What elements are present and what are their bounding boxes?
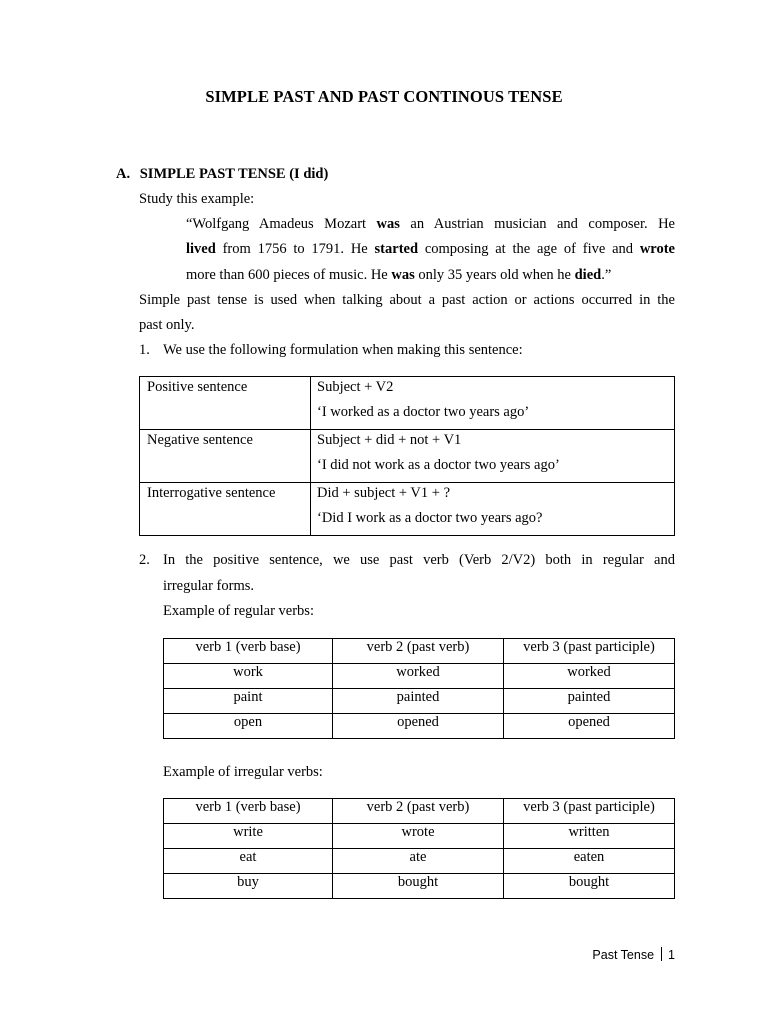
quote-line-1 <box>186 214 675 234</box>
formula-text: Subject + V2 <box>317 379 394 395</box>
regular-verbs-table <box>163 638 675 739</box>
verb-cell: open <box>164 714 333 739</box>
quote-line-3 <box>186 265 611 285</box>
section-heading <box>116 164 328 184</box>
quote-bold: wrote <box>639 241 675 257</box>
quote-bold: lived <box>186 241 216 257</box>
point-2-line-1: In the positive sentence, we use past verb (Verb 2/V2) both in regular and <box>163 552 675 568</box>
footer-label: Past Tense <box>592 948 655 962</box>
verb-cell: painted <box>504 689 675 714</box>
point-2-number: 2. <box>139 552 150 568</box>
verb-header-row <box>164 799 675 824</box>
verb-cell: paint <box>164 689 333 714</box>
sentence-type <box>140 377 311 430</box>
column-header: verb 2 (past verb) <box>333 639 504 664</box>
quote-text: more than 600 pieces of music. He <box>186 267 392 283</box>
quote-line-2 <box>186 239 675 259</box>
irregular-verbs-table <box>163 798 675 899</box>
formula-cell <box>311 483 675 536</box>
study-prompt: Study this example: <box>139 191 255 207</box>
table-row <box>164 664 675 689</box>
point-text: We use the following formulation when making this sentence: <box>163 342 523 358</box>
verb-cell: written <box>504 824 675 849</box>
verb-header-row <box>164 639 675 664</box>
column-header: verb 3 (past participle) <box>504 639 675 664</box>
sentence-type-label: Negative sentence <box>147 432 253 448</box>
table-row <box>164 874 675 899</box>
verb-cell: painted <box>333 689 504 714</box>
usage-line-1: Simple past tense is used when talking about a past action or actions occurred in the <box>139 292 675 308</box>
formula-table <box>139 376 675 536</box>
verb-cell: worked <box>333 664 504 689</box>
point-1 <box>139 340 523 360</box>
quote-text: an Austrian musician and composer. He <box>399 216 675 232</box>
quote-bold: was <box>376 216 400 232</box>
quote-bold: started <box>374 241 419 257</box>
quote-text: .” <box>601 267 612 283</box>
page-number: 1 <box>668 948 675 962</box>
page-footer <box>592 947 675 962</box>
verb-cell: opened <box>333 714 504 739</box>
formula-text: Did + subject + V1 + ? <box>317 485 450 501</box>
verb-cell: buy <box>164 874 333 899</box>
table-row <box>164 714 675 739</box>
page-title: SIMPLE PAST AND PAST CONTINOUS TENSE <box>205 87 563 106</box>
verb-cell: wrote <box>333 824 504 849</box>
verb-cell: bought <box>333 874 504 899</box>
verb-cell: worked <box>504 664 675 689</box>
regular-caption: Example of regular verbs: <box>163 603 314 619</box>
irregular-caption: Example of irregular verbs: <box>163 764 323 780</box>
footer-separator <box>661 947 662 961</box>
formula-cell <box>311 430 675 483</box>
formula-row <box>140 430 675 483</box>
quote-text: from 1756 to 1791. He <box>215 241 375 257</box>
verb-cell: eaten <box>504 849 675 874</box>
verb-cell: bought <box>504 874 675 899</box>
section-marker: A. <box>116 166 131 182</box>
formula-example: ‘I worked as a doctor two years ago’ <box>317 404 530 420</box>
formula-cell <box>311 377 675 430</box>
quote-bold: was <box>391 267 415 283</box>
usage-line-2: past only. <box>139 317 195 333</box>
formula-row <box>140 377 675 430</box>
quote-bold: died <box>574 267 602 283</box>
formula-text: Subject + did + not + V1 <box>317 432 462 448</box>
point-2-line-2: irregular forms. <box>163 578 254 594</box>
verb-cell: opened <box>504 714 675 739</box>
formula-example: ‘Did I work as a doctor two years ago? <box>317 510 543 526</box>
sentence-type-label: Positive sentence <box>147 379 248 395</box>
quote-text: only 35 years old when he <box>414 267 575 283</box>
sentence-type <box>140 430 311 483</box>
quote-text: “Wolfgang Amadeus Mozart <box>186 216 377 232</box>
verb-cell: work <box>164 664 333 689</box>
sentence-type <box>140 483 311 536</box>
sentence-type-label: Interrogative sentence <box>147 485 276 501</box>
verb-cell: ate <box>333 849 504 874</box>
column-header: verb 1 (verb base) <box>164 799 333 824</box>
verb-cell: eat <box>164 849 333 874</box>
quote-text: composing at the age of five and <box>418 241 640 257</box>
point-number: 1. <box>139 342 150 358</box>
formula-row <box>140 483 675 536</box>
column-header: verb 3 (past participle) <box>504 799 675 824</box>
table-row <box>164 824 675 849</box>
formula-example: ‘I did not work as a doctor two years ago’ <box>317 457 560 473</box>
verb-cell: write <box>164 824 333 849</box>
column-header: verb 1 (verb base) <box>164 639 333 664</box>
section-heading-text: SIMPLE PAST TENSE (I did) <box>139 166 329 182</box>
table-row <box>164 849 675 874</box>
table-row <box>164 689 675 714</box>
column-header: verb 2 (past verb) <box>333 799 504 824</box>
